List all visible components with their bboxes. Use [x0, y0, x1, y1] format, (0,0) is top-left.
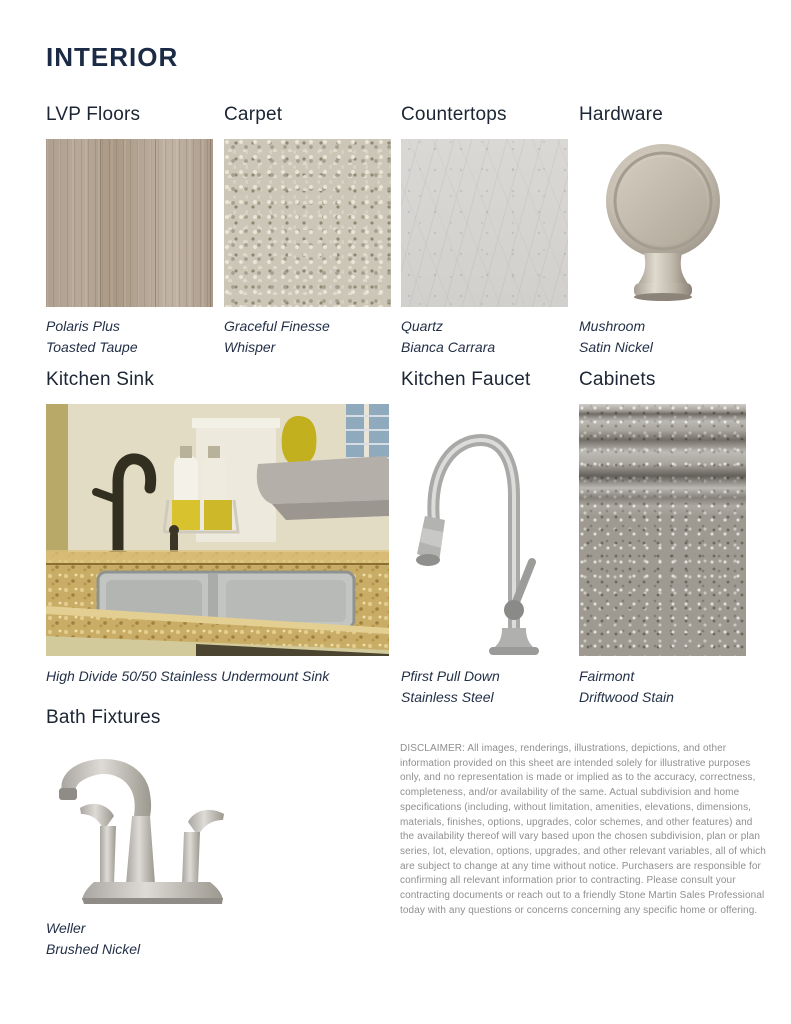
lvp-floors-swatch-image [46, 139, 213, 307]
caption-line: Brushed Nickel [46, 941, 141, 957]
caption-line: High Divide 50/50 Stainless Undermount Sink [46, 668, 330, 684]
section-header-hardware: Hardware [579, 104, 663, 125]
section-header-bath-fixtures: Bath Fixtures [46, 707, 161, 728]
cabinets-swatch-image [579, 404, 746, 656]
caption-carpet [224, 316, 330, 358]
caption-line: Quartz [401, 318, 444, 334]
caption-kitchen-sink [46, 666, 329, 687]
caption-bath-fixtures [46, 918, 140, 960]
caption-line: Polaris Plus [46, 318, 120, 334]
caption-line: Fairmont [579, 668, 635, 684]
bath-fixtures-image [46, 742, 271, 914]
caption-line: Pfirst Pull Down [401, 668, 500, 684]
section-header-carpet: Carpet [224, 104, 283, 125]
caption-line: Weller [46, 920, 86, 936]
kitchen-faucet-image [401, 404, 541, 656]
carpet-swatch-image [224, 139, 391, 307]
caption-line: Toasted Taupe [46, 339, 138, 355]
caption-line: Satin Nickel [579, 339, 653, 355]
section-header-kitchen-faucet: Kitchen Faucet [401, 369, 531, 390]
section-header-lvp-floors: LVP Floors [46, 104, 141, 125]
caption-kitchen-faucet [401, 666, 500, 708]
caption-line: Bianca Carrara [401, 339, 496, 355]
disclaimer-text: DISCLAIMER: All images, renderings, illustrations, depictions, and other information provided on this sheet are intended solely for illustrative purposes only, and no representation is made or implied as to the accuracy, correctness, completeness, and/or availability of the same. Actual subdivision and home specifications (including, without limitation, amenities, elevations, dimensions, materials, finishes, options, upgrades, color schemes, and other features) and the availability thereof will vary based upon the chosen subdivision, plan or plan series, lot, elevation, options, upgrades, and other relevant variables, all of which are subject to change at any time without notice. Purchasers are responsible for confirming all relevant information prior to contracting. Please consult your contracting documents or reach out to a friendly Stone Martin Sales Professional today with any questions or concerns concerning any specific home or offering. [400, 743, 766, 916]
caption-line: Mushroom [579, 318, 646, 334]
caption-line: Graceful Finesse [224, 318, 330, 334]
mushroom-knob-graphic [579, 139, 746, 307]
caption-line: Whisper [224, 339, 276, 355]
bath-faucet-graphic [46, 742, 271, 914]
caption-line: Driftwood Stain [579, 689, 674, 705]
kitchen-faucet-graphic [401, 404, 541, 656]
page-title: INTERIOR [46, 42, 179, 72]
caption-cabinets [579, 666, 674, 708]
section-header-kitchen-sink: Kitchen Sink [46, 369, 155, 390]
caption-countertops [401, 316, 495, 358]
countertops-swatch-image [401, 139, 568, 307]
section-header-cabinets: Cabinets [579, 369, 656, 390]
section-header-countertops: Countertops [401, 104, 507, 125]
caption-line: Stainless Steel [401, 689, 494, 705]
caption-lvp-floors [46, 316, 138, 358]
kitchen-sink-graphic [46, 404, 389, 656]
hardware-knob-image [579, 139, 746, 307]
caption-hardware [579, 316, 653, 358]
kitchen-sink-photo [46, 404, 389, 656]
